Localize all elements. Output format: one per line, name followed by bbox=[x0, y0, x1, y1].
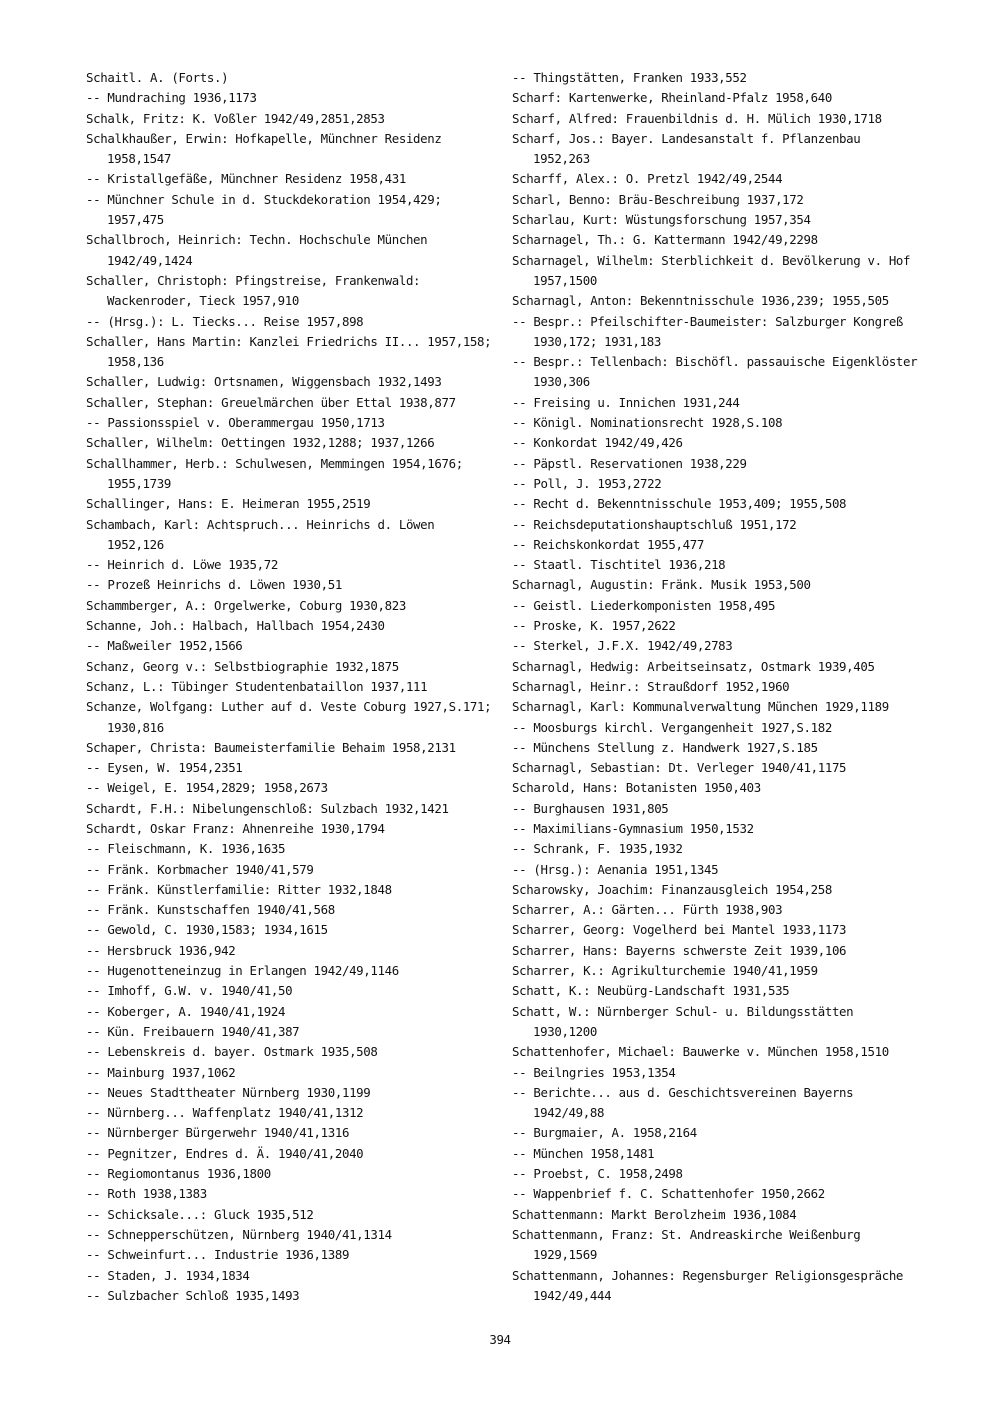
index-entry: -- Maßweiler 1952,1566 bbox=[86, 638, 243, 654]
index-entry: -- München 1958,1481 bbox=[512, 1145, 655, 1161]
index-entry: -- Freising u. Innichen 1931,244 bbox=[512, 394, 740, 410]
index-entry: -- Heinrich d. Löwe 1935,72 bbox=[86, 557, 278, 573]
index-entry: -- Kristallgefäße, Münchner Residenz 1958,431 bbox=[86, 171, 406, 187]
index-entry: Scharnagl, Anton: Bekenntnisschule 1936,239; 1955,505 bbox=[512, 293, 889, 309]
index-entry: Schattenmann, Franz: St. Andreaskirche Weißenburg 1929,1569 bbox=[512, 1226, 861, 1263]
index-entry: -- Neues Stadttheater Nürnberg 1930,1199 bbox=[86, 1084, 371, 1100]
index-entry: -- Konkordat 1942/49,426 bbox=[512, 435, 683, 451]
index-entry: -- Hersbruck 1936,942 bbox=[86, 942, 236, 958]
index-entry: -- Geistl. Liederkomponisten 1958,495 bbox=[512, 597, 776, 613]
index-entry: -- Thingstätten, Franken 1933,552 bbox=[512, 70, 747, 85]
index-entry: Scharnagel, Wilhelm: Sterblichkeit d. Bevölkerung v. Hof 1957,1500 bbox=[512, 252, 911, 288]
index-entry: Scharf: Kartenwerke, Rheinland-Pfalz 1958,640 bbox=[512, 90, 832, 106]
index-entry: -- Päpstl. Reservationen 1938,229 bbox=[512, 455, 747, 471]
index-entry: -- Proebst, C. 1958,2498 bbox=[512, 1166, 683, 1182]
index-entry: -- Burgmaier, A. 1958,2164 bbox=[512, 1125, 697, 1141]
index-entry: -- Bespr.: Pfeilschifter-Baumeister: Salzburger Kongreß 1930,172; 1931,183 bbox=[512, 313, 904, 349]
index-entry: Schammberger, A.: Orgelwerke, Coburg 1930,823 bbox=[86, 597, 406, 613]
index-entry: -- Passionsspiel v. Oberammergau 1950,1713 bbox=[86, 415, 385, 431]
index-entry: Schanz, L.: Tübinger Studentenbataillon 1937,111 bbox=[86, 678, 428, 694]
index-entry: -- Nürnberger Bürgerwehr 1940/41,1316 bbox=[86, 1125, 350, 1141]
index-entry: -- Sterkel, J.F.X. 1942/49,2783 bbox=[512, 638, 733, 654]
index-entry: Schaitl. A. (Forts.) bbox=[86, 70, 229, 85]
index-entry: -- Koberger, A. 1940/41,1924 bbox=[86, 1003, 286, 1019]
index-entry: -- Mainburg 1937,1062 bbox=[86, 1064, 236, 1080]
index-entry: -- Prozeß Heinrichs d. Löwen 1930,51 bbox=[86, 577, 342, 593]
index-entry: -- Eysen, W. 1954,2351 bbox=[86, 760, 243, 776]
index-entry: Schaller, Ludwig: Ortsnamen, Wiggensbach 1932,1493 bbox=[86, 374, 442, 390]
index-entry: Schardt, F.H.: Nibelungenschloß: Sulzbach 1932,1421 bbox=[86, 800, 449, 816]
index-entry: -- Bespr.: Tellenbach: Bischöfl. passauische Eigenklöster 1930,306 bbox=[512, 354, 918, 390]
right-column bbox=[512, 68, 922, 1306]
index-entry: -- Schnepperschützen, Nürnberg 1940/41,1314 bbox=[86, 1226, 392, 1242]
index-entry: -- Regiomontanus 1936,1800 bbox=[86, 1166, 271, 1182]
index-entry: -- Staatl. Tischtitel 1936,218 bbox=[512, 557, 726, 573]
index-entry: -- Münchner Schule in d. Stuckdekoration 1954,429; 1957,475 bbox=[86, 191, 442, 228]
page-number: 394 bbox=[489, 1332, 511, 1347]
index-entry: -- Berichte... aus d. Geschichtsvereinen Bayerns 1942/49,88 bbox=[512, 1084, 854, 1121]
index-entry: Scharnagl, Sebastian: Dt. Verleger 1940/41,1175 bbox=[512, 760, 847, 776]
index-entry: -- (Hrsg.): L. Tiecks... Reise 1957,898 bbox=[86, 313, 364, 329]
left-column bbox=[86, 68, 496, 1306]
index-entry: -- (Hrsg.): Aenania 1951,1345 bbox=[512, 861, 719, 877]
index-entry: Scharowsky, Joachim: Finanzausgleich 1954,258 bbox=[512, 881, 832, 897]
index-entry: -- Weigel, E. 1954,2829; 1958,2673 bbox=[86, 780, 328, 796]
index-entry: Schallinger, Hans: E. Heimeran 1955,2519 bbox=[86, 496, 371, 512]
index-entry: Schattenmann, Johannes: Regensburger Religionsgespräche 1942/49,444 bbox=[512, 1267, 904, 1303]
index-entry: -- Pegnitzer, Endres d. Ä. 1940/41,2040 bbox=[86, 1145, 364, 1161]
index-entry: Schaller, Wilhelm: Oettingen 1932,1288; 1937,1266 bbox=[86, 435, 435, 451]
index-entry: Scharf, Jos.: Bayer. Landesanstalt f. Pflanzenbau 1952,263 bbox=[512, 130, 861, 167]
index-entry: Schardt, Oskar Franz: Ahnenreihe 1930,1794 bbox=[86, 820, 385, 836]
index-entry: Schaper, Christa: Baumeisterfamilie Behaim 1958,2131 bbox=[86, 739, 456, 755]
index-entry: Schalk, Fritz: K. Voßler 1942/49,2851,2853 bbox=[86, 110, 385, 126]
index-entry: -- Recht d. Bekenntnisschule 1953,409; 1955,508 bbox=[512, 496, 847, 512]
index-entry: -- Imhoff, G.W. v. 1940/41,50 bbox=[86, 983, 293, 999]
index-entry: -- Königl. Nominationsrecht 1928,S.108 bbox=[512, 415, 783, 431]
index-entry: -- Schweinfurt... Industrie 1936,1389 bbox=[86, 1247, 350, 1263]
index-entry: Scharnagel, Th.: G. Kattermann 1942/49,2298 bbox=[512, 232, 818, 248]
index-entry: -- Moosburgs kirchl. Vergangenheit 1927,S.182 bbox=[512, 719, 832, 735]
index-entry: Scharrer, Hans: Bayerns schwerste Zeit 1939,106 bbox=[512, 942, 847, 958]
index-entry: -- Wappenbrief f. C. Schattenhofer 1950,2662 bbox=[512, 1186, 825, 1202]
index-entry: -- Hugenotteneinzug in Erlangen 1942/49,1146 bbox=[86, 963, 399, 979]
index-entry: Schalkhaußer, Erwin: Hofkapelle, Münchner Residenz 1958,1547 bbox=[86, 130, 442, 167]
index-entry: -- Reichsdeputationshauptschluß 1951,172 bbox=[512, 516, 797, 532]
index-entry: Scharff, Alex.: O. Pretzl 1942/49,2544 bbox=[512, 171, 783, 187]
index-entry: -- Reichskonkordat 1955,477 bbox=[512, 536, 704, 552]
index-entry: Scharnagl, Augustin: Fränk. Musik 1953,500 bbox=[512, 577, 811, 593]
index-entry: Scharrer, Georg: Vogelherd bei Mantel 1933,1173 bbox=[512, 922, 847, 938]
index-entry: -- Staden, J. 1934,1834 bbox=[86, 1267, 250, 1283]
index-entry: -- Fränk. Künstlerfamilie: Ritter 1932,1848 bbox=[86, 881, 392, 897]
index-entry: Scharnagl, Karl: Kommunalverwaltung München 1929,1189 bbox=[512, 699, 889, 715]
index-entry: Schaller, Stephan: Greuelmärchen über Ettal 1938,877 bbox=[86, 394, 456, 410]
index-entry: Schatt, W.: Nürnberger Schul- u. Bildungsstätten 1930,1200 bbox=[512, 1003, 854, 1039]
index-entry: -- Fleischmann, K. 1936,1635 bbox=[86, 841, 286, 857]
index-entry: -- Schrank, F. 1935,1932 bbox=[512, 841, 683, 857]
index-entry: Schaller, Hans Martin: Kanzlei Friedrichs II... 1957,158; 1958,136 bbox=[86, 333, 492, 370]
index-entry: Schattenhofer, Michael: Bauwerke v. München 1958,1510 bbox=[512, 1044, 889, 1060]
index-entry: Schattenmann: Markt Berolzheim 1936,1084 bbox=[512, 1206, 797, 1222]
index-entry: -- Proske, K. 1957,2622 bbox=[512, 618, 676, 634]
index-entry: Schanz, Georg v.: Selbstbiographie 1932,1875 bbox=[86, 658, 399, 674]
index-entry: Scharf, Alfred: Frauenbildnis d. H. Mülich 1930,1718 bbox=[512, 110, 882, 126]
index-entry: -- Maximilians-Gymnasium 1950,1532 bbox=[512, 820, 754, 836]
index-entry: Scharnagl, Hedwig: Arbeitseinsatz, Ostmark 1939,405 bbox=[512, 658, 875, 674]
index-entry: Scharold, Hans: Botanisten 1950,403 bbox=[512, 780, 761, 796]
index-entry: Scharl, Benno: Bräu-Beschreibung 1937,172 bbox=[512, 191, 804, 207]
index-entry: -- Gewold, C. 1930,1583; 1934,1615 bbox=[86, 922, 328, 938]
index-entry: Schallbroch, Heinrich: Techn. Hochschule München 1942/49,1424 bbox=[86, 232, 428, 268]
index-entry: -- Beilngries 1953,1354 bbox=[512, 1064, 676, 1080]
index-entry: -- Fränk. Kunstschaffen 1940/41,568 bbox=[86, 902, 335, 918]
index-entry: -- Roth 1938,1383 bbox=[86, 1186, 207, 1202]
index-entry: -- Mundraching 1936,1173 bbox=[86, 90, 257, 106]
index-entry: Schallhammer, Herb.: Schulwesen, Memmingen 1954,1676; 1955,1739 bbox=[86, 455, 463, 491]
index-entry: Scharnagl, Heinr.: Straußdorf 1952,1960 bbox=[512, 678, 790, 694]
index-entry: -- Kün. Freibauern 1940/41,387 bbox=[86, 1023, 300, 1039]
index-entry: Schaller, Christoph: Pfingstreise, Frankenwald: Wackenroder, Tieck 1957,910 bbox=[86, 272, 421, 309]
index-entry: Scharlau, Kurt: Wüstungsforschung 1957,354 bbox=[512, 212, 811, 228]
index-entry: -- Fränk. Korbmacher 1940/41,579 bbox=[86, 861, 314, 877]
index-entry: Schanne, Joh.: Halbach, Hallbach 1954,2430 bbox=[86, 618, 385, 634]
index-entry: -- Schicksale...: Gluck 1935,512 bbox=[86, 1206, 314, 1222]
index-entry: Schanze, Wolfgang: Luther auf d. Veste Coburg 1927,S.171; 1930,816 bbox=[86, 699, 492, 735]
index-entry: -- Sulzbacher Schloß 1935,1493 bbox=[86, 1287, 300, 1303]
index-entry: -- Burghausen 1931,805 bbox=[512, 800, 669, 816]
index-entry: Scharrer, A.: Gärten... Fürth 1938,903 bbox=[512, 902, 783, 918]
index-entry: -- Münchens Stellung z. Handwerk 1927,S.185 bbox=[512, 739, 818, 755]
index-entry: -- Lebenskreis d. bayer. Ostmark 1935,508 bbox=[86, 1044, 378, 1060]
index-entry: Schambach, Karl: Achtspruch... Heinrichs d. Löwen 1952,126 bbox=[86, 516, 435, 552]
index-entry: Scharrer, K.: Agrikulturchemie 1940/41,1959 bbox=[512, 963, 818, 979]
index-entry: -- Poll, J. 1953,2722 bbox=[512, 475, 662, 491]
index-entry: -- Nürnberg... Waffenplatz 1940/41,1312 bbox=[86, 1105, 364, 1121]
index-entry: Schatt, K.: Neubürg-Landschaft 1931,535 bbox=[512, 983, 790, 999]
